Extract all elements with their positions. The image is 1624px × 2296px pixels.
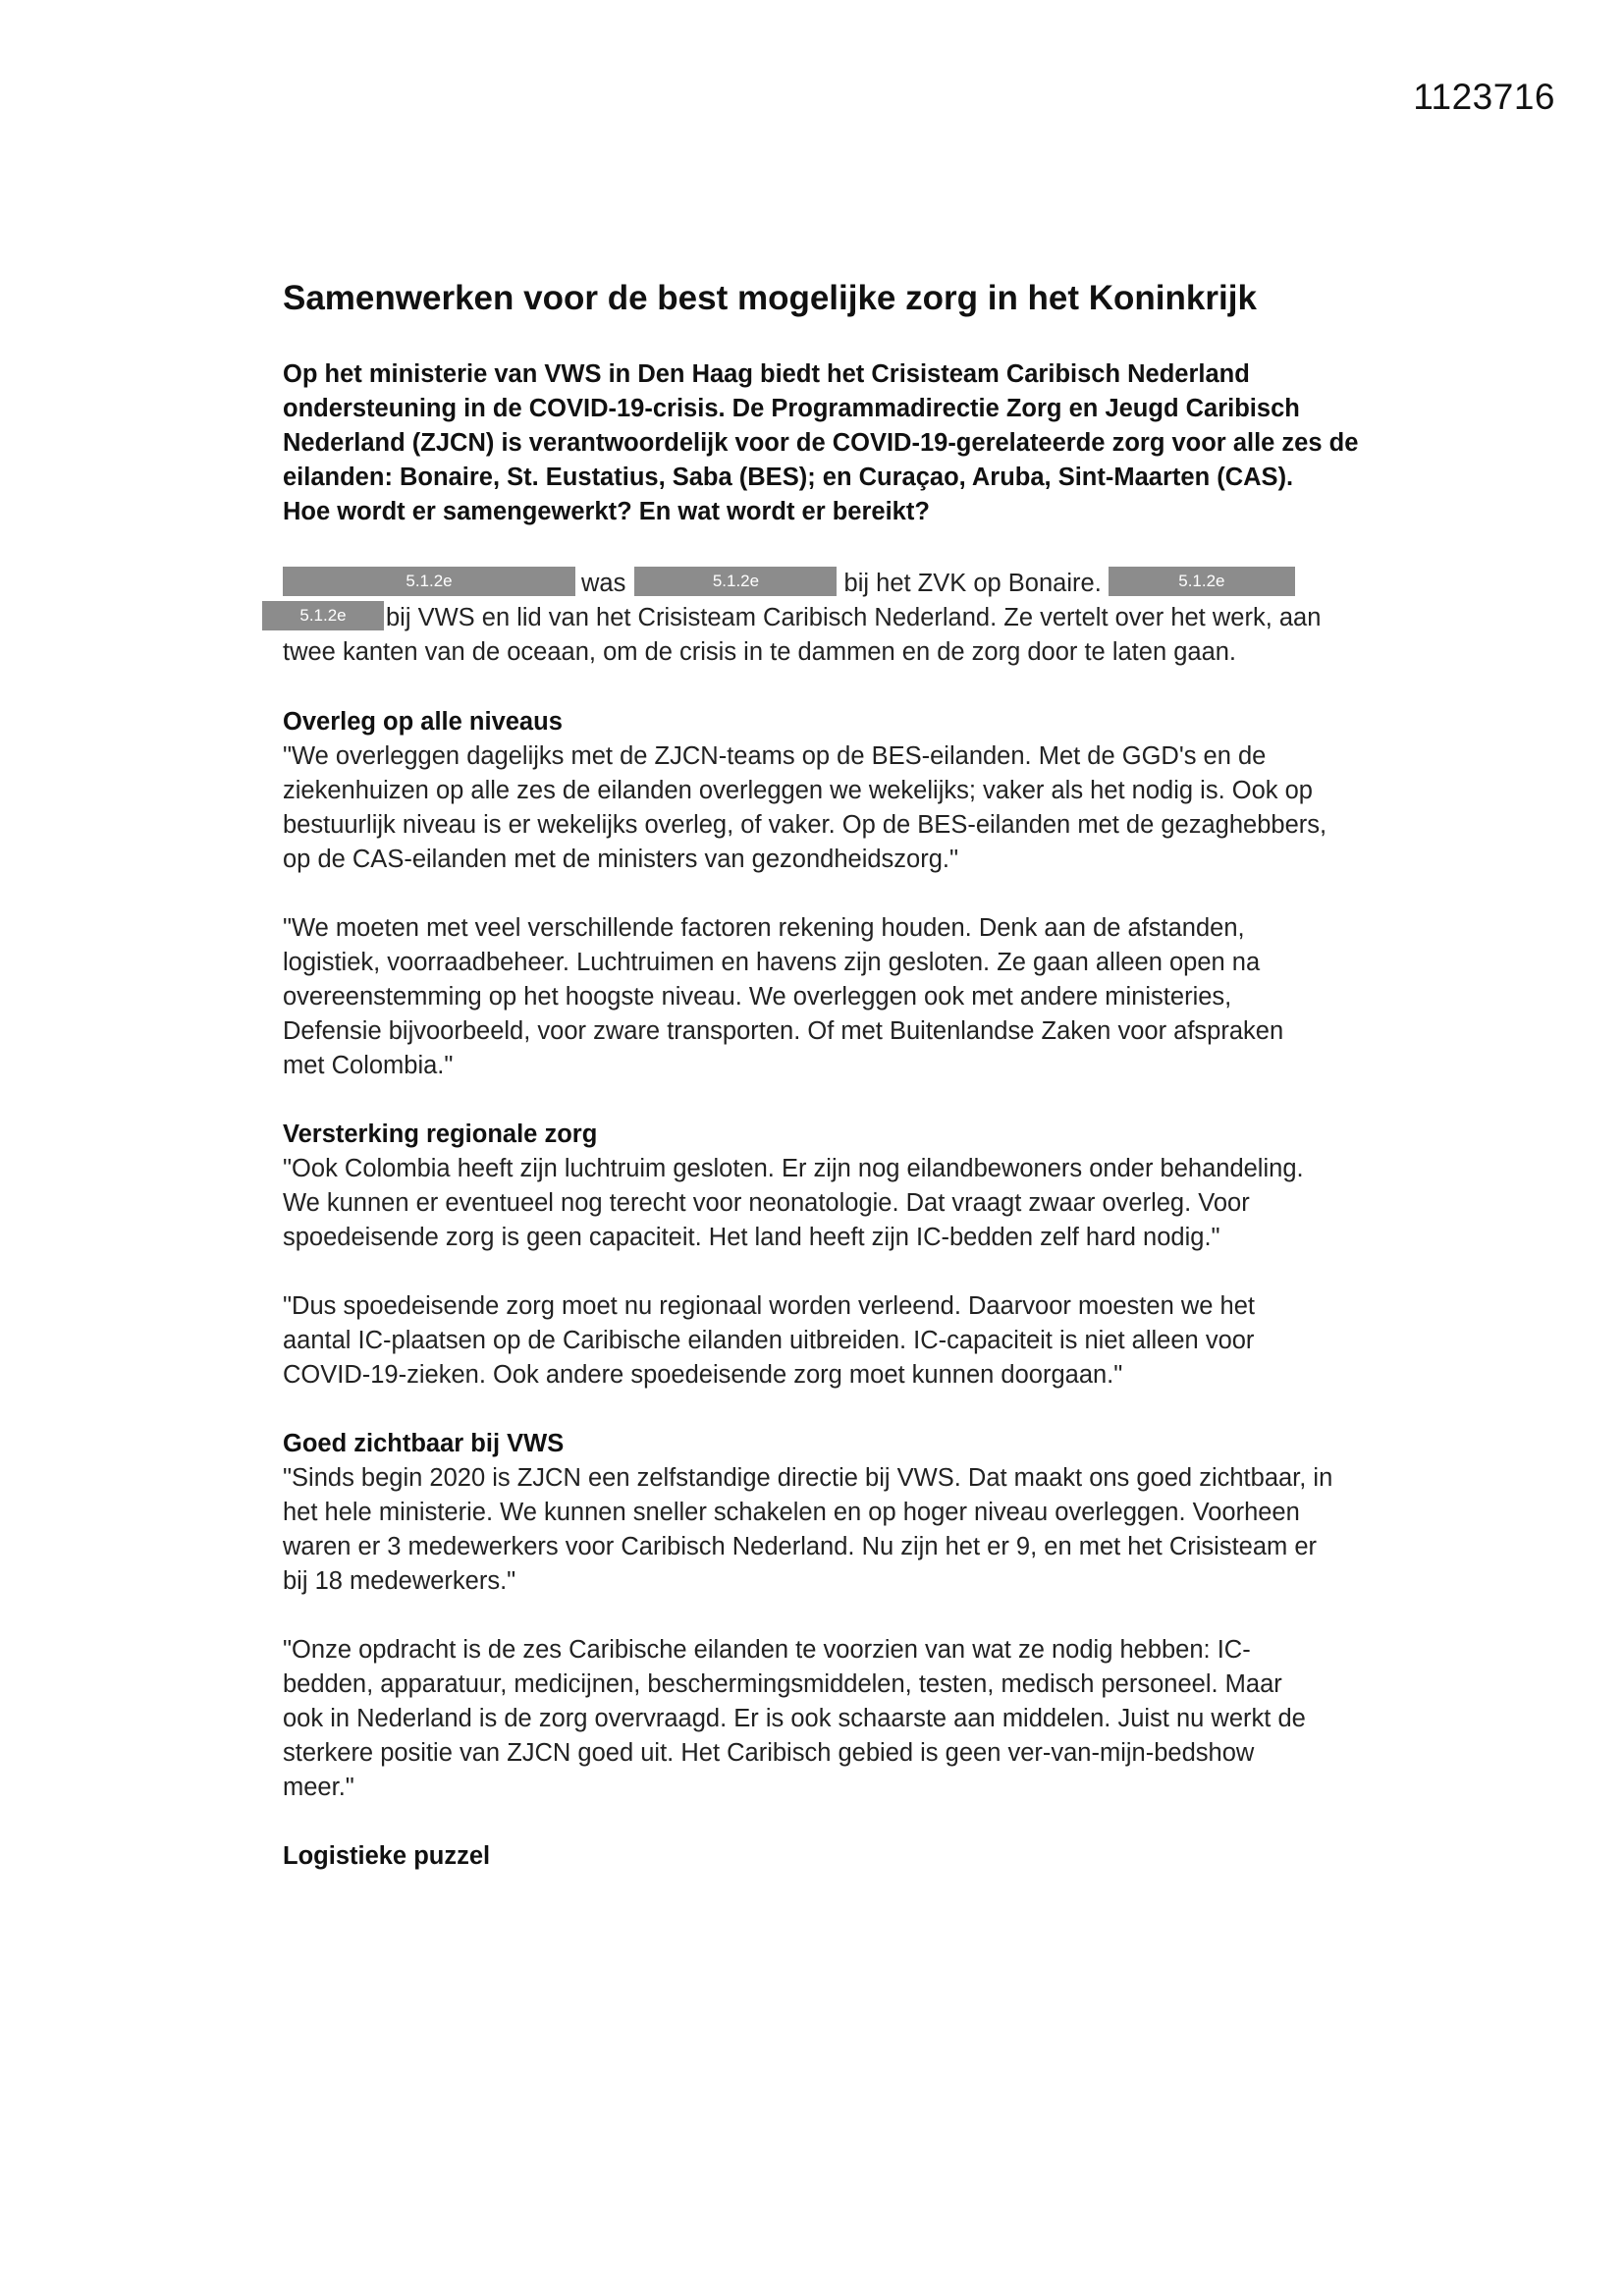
- byline-line: [283, 635, 1373, 670]
- paragraph-line: het hele ministerie. We kunnen sneller schakelen en op hoger niveau overleggen. Voorheen: [283, 1498, 1300, 1526]
- paragraph-line: met Colombia.": [283, 1051, 454, 1079]
- paragraph-line: bestuurlijk niveau is er wekelijks overleg, of vaker. Op de BES-eilanden met de gezaghebbers,: [283, 810, 1327, 839]
- paragraph-line: "We moeten met veel verschillende factoren rekening houden. Denk aan de afstanden,: [283, 913, 1245, 942]
- section-heading: Goed zichtbaar bij VWS: [283, 1429, 565, 1457]
- paragraph-line: We kunnen er eventueel nog terecht voor neonatologie. Dat vraagt zwaar overleg. Voor: [283, 1188, 1250, 1217]
- paragraph-line: "Ook Colombia heeft zijn luchtruim gesloten. Er zijn nog eilandbewoners onder behandeling.: [283, 1154, 1304, 1182]
- paragraph-line: "Dus spoedeisende zorg moet nu regionaal worden verleend. Daarvoor moesten we het: [283, 1291, 1255, 1320]
- byline-text-zvk: bij het ZVK op Bonaire.: [843, 569, 1102, 597]
- paragraph: [283, 1633, 1373, 1805]
- paragraph: [283, 1461, 1373, 1599]
- paragraph-line: meer.": [283, 1773, 354, 1801]
- byline-word-was: was: [581, 569, 626, 597]
- paragraph-line: overeenstemming op het hoogste niveau. We overleggen ook met andere ministeries,: [283, 982, 1232, 1011]
- byline-text-vws: bij VWS en lid van het Crisisteam Caribisch Nederland. Ze vertelt over het werk, aan: [386, 603, 1322, 631]
- intro-line: Nederland (ZJCN) is verantwoordelijk voor de COVID-19-gerelateerde zorg voor alle zes de: [283, 428, 1359, 457]
- paragraph-line: waren er 3 medewerkers voor Caribisch Nederland. Nu zijn het er 9, en met het Crisisteam er: [283, 1532, 1318, 1560]
- paragraph-line: ziekenhuizen op alle zes de eilanden overleggen we wekelijks; vaker als het nodig is. Ook op: [283, 776, 1313, 804]
- section-heading: Versterking regionale zorg: [283, 1120, 598, 1148]
- paragraph: [283, 739, 1373, 877]
- paragraph-line: Defensie bijvoorbeeld, voor zware transporten. Of met Buitenlandse Zaken voor afspraken: [283, 1016, 1284, 1045]
- paragraph: [283, 911, 1373, 1083]
- paragraph-line: bij 18 medewerkers.": [283, 1566, 516, 1595]
- intro-line: Hoe wordt er samengewerkt? En wat wordt er bereikt?: [283, 497, 930, 525]
- page-title: Samenwerken voor de best mogelijke zorg in het Koninkrijk: [283, 279, 1257, 317]
- section-heading: Logistieke puzzel: [283, 1841, 491, 1870]
- paragraph-line: sterkere positie van ZJCN goed uit. Het Caribisch gebied is geen ver-van-mijn-bedshow: [283, 1738, 1255, 1767]
- paragraph-line: spoedeisende zorg is geen capaciteit. Het land heeft zijn IC-bedden zelf hard nodig.": [283, 1223, 1220, 1251]
- intro-line: eilanden: Bonaire, St. Eustatius, Saba (BES); en Curaçao, Aruba, Sint-Maarten (CAS).: [283, 463, 1294, 491]
- byline-line: [262, 601, 1373, 635]
- paragraph-line: bedden, apparatuur, medicijnen, beschermingsmiddelen, testen, medisch personeel. Maar: [283, 1669, 1282, 1698]
- paragraph-line: "Sinds begin 2020 is ZJCN een zelfstandige directie bij VWS. Dat maakt ons goed zichtbaar, in: [283, 1463, 1333, 1492]
- paragraph-line: op de CAS-eilanden met de ministers van gezondheidszorg.": [283, 845, 959, 873]
- byline-paragraph: [283, 567, 1373, 670]
- byline-text-last: twee kanten van de oceaan, om de crisis in te dammen en de zorg door te laten gaan.: [283, 637, 1237, 666]
- document-content: [283, 277, 1373, 1874]
- paragraph-line: logistiek, voorraadbeheer. Luchtruimen en havens zijn gesloten. Ze gaan alleen open na: [283, 948, 1261, 976]
- redaction-block: 5.1.2e: [1109, 567, 1295, 596]
- intro-line: Op het ministerie van VWS in Den Haag biedt het Crisisteam Caribisch Nederland: [283, 359, 1250, 388]
- intro-line: ondersteuning in de COVID-19-crisis. De Programmadirectie Zorg en Jeugd Caribisch: [283, 394, 1300, 422]
- intro-paragraph: [283, 357, 1373, 529]
- paragraph: [283, 1152, 1373, 1255]
- redaction-block: 5.1.2e: [283, 567, 575, 596]
- redaction-block: 5.1.2e: [634, 567, 837, 596]
- paragraph-line: ook in Nederland is de zorg overvraagd. Er is ook schaarste aan middelen. Juist nu werkt de: [283, 1704, 1306, 1732]
- paragraph-line: aantal IC-plaatsen op de Caribische eilanden uitbreiden. IC-capaciteit is niet alleen voor: [283, 1326, 1255, 1354]
- paragraph-line: COVID-19-zieken. Ook andere spoedeisende zorg moet kunnen doorgaan.": [283, 1360, 1123, 1389]
- paragraph-line: "We overleggen dagelijks met de ZJCN-teams op de BES-eilanden. Met de GGD's en de: [283, 741, 1267, 770]
- section-heading: Overleg op alle niveaus: [283, 707, 563, 736]
- document-number: 1123716: [1413, 77, 1555, 117]
- paragraph-line: "Onze opdracht is de zes Caribische eilanden te voorzien van wat ze nodig hebben: IC-: [283, 1635, 1251, 1664]
- paragraph: [283, 1289, 1373, 1393]
- redaction-block: 5.1.2e: [262, 601, 384, 630]
- byline-line: [283, 567, 1373, 601]
